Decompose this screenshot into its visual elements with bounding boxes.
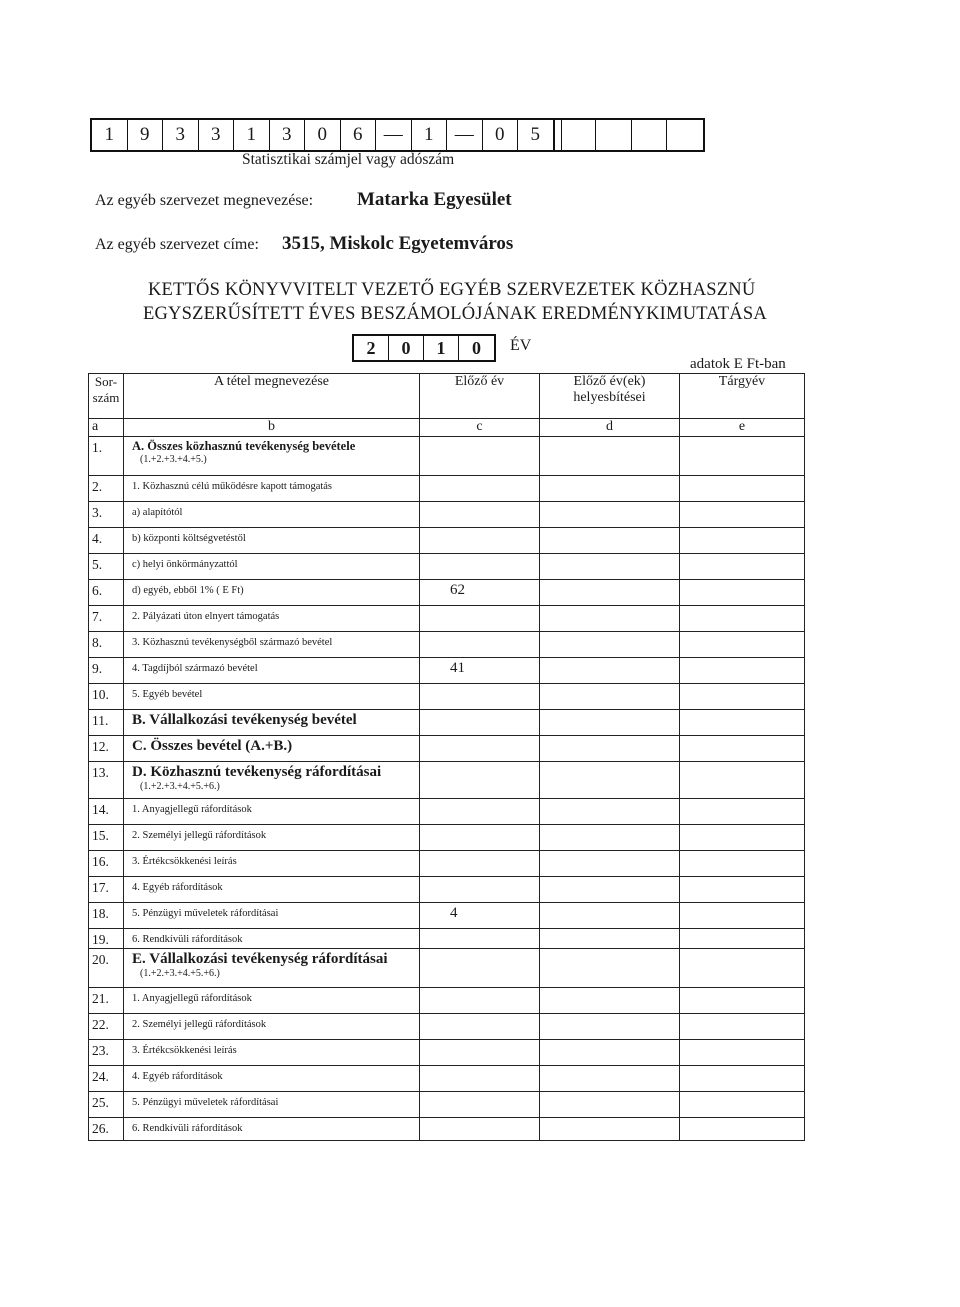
row-current-year	[680, 606, 805, 632]
row-number: 16.	[89, 851, 124, 877]
row-current-year	[680, 1040, 805, 1066]
table-row	[89, 877, 805, 903]
row-label-text: 5. Pénzügyi műveletek ráfordításai	[132, 908, 279, 919]
report-title-line1: KETTŐS KÖNYVVITELT VEZETŐ EGYÉB SZERVEZETEK KÖZHASZNÚ	[148, 280, 756, 300]
row-corrections	[540, 632, 680, 658]
row-corrections	[540, 929, 680, 949]
row-label	[124, 799, 420, 825]
row-label	[124, 1118, 420, 1141]
table-row	[89, 606, 805, 632]
row-label	[124, 658, 420, 684]
row-current-year	[680, 825, 805, 851]
tax-id-digit	[632, 120, 668, 150]
row-corrections	[540, 476, 680, 502]
row-prev-year	[420, 476, 540, 502]
table-row	[89, 1040, 805, 1066]
org-name-label: Az egyéb szervezet megnevezése:	[95, 192, 314, 209]
row-prev-year	[420, 710, 540, 736]
row-prev-year	[420, 736, 540, 762]
row-corrections	[540, 1092, 680, 1118]
row-number: 25.	[89, 1092, 124, 1118]
row-corrections	[540, 1066, 680, 1092]
row-label-text: 4. Tagdíjból származó bevétel	[132, 663, 258, 674]
row-label	[124, 1066, 420, 1092]
table-row	[89, 658, 805, 684]
row-label-text: d) egyéb, ebből 1% ( E Ft)	[132, 585, 244, 596]
table-row	[89, 437, 805, 476]
row-label	[124, 851, 420, 877]
row-label-formula: (1.+2.+3.+4.+5.+6.)	[140, 968, 220, 979]
row-current-year	[680, 580, 805, 606]
row-corrections	[540, 877, 680, 903]
row-label	[124, 877, 420, 903]
table-row	[89, 929, 805, 949]
table-letter-row	[89, 419, 805, 437]
tax-id-digit	[667, 120, 703, 150]
row-prev-year	[420, 851, 540, 877]
row-label-text: b) központi költségvetéstől	[132, 533, 246, 544]
row-number: 26.	[89, 1118, 124, 1141]
units-note: adatok E Ft-ban	[690, 356, 786, 372]
row-label-text: 4. Egyéb ráfordítások	[132, 882, 223, 893]
tax-id-digit: 3	[270, 120, 306, 150]
table-row	[89, 736, 805, 762]
table-row	[89, 799, 805, 825]
row-label	[124, 1014, 420, 1040]
row-prev-year	[420, 1040, 540, 1066]
row-label	[124, 949, 420, 988]
header-corr: Előző év(ek) helyesbítései	[540, 374, 680, 419]
row-prev-year	[420, 949, 540, 988]
row-label-text: 2. Pályázati úton elnyert támogatás	[132, 611, 280, 622]
row-corrections	[540, 658, 680, 684]
table-row	[89, 851, 805, 877]
letter-e: e	[680, 419, 805, 437]
table-row	[89, 903, 805, 929]
row-number: 1.	[89, 437, 124, 476]
table-row	[89, 554, 805, 580]
row-prev-year	[420, 762, 540, 799]
table-header-row	[89, 374, 805, 419]
row-number: 9.	[89, 658, 124, 684]
org-address-label: Az egyéb szervezet címe:	[95, 236, 259, 253]
table-row	[89, 949, 805, 988]
row-label	[124, 1040, 420, 1066]
header-sorszam: Sor- szám	[89, 374, 124, 419]
row-number: 22.	[89, 1014, 124, 1040]
row-prev-year	[420, 877, 540, 903]
table-row	[89, 1092, 805, 1118]
row-prev-year	[420, 1014, 540, 1040]
row-label	[124, 476, 420, 502]
table-row	[89, 1014, 805, 1040]
row-current-year	[680, 851, 805, 877]
row-number: 17.	[89, 877, 124, 903]
row-current-year	[680, 929, 805, 949]
row-label-text: D. Közhasznú tevékenység ráfordításai	[132, 764, 382, 780]
tax-id-digit: 1	[92, 120, 128, 150]
row-current-year	[680, 762, 805, 799]
row-number: 14.	[89, 799, 124, 825]
year-digit: 0	[472, 337, 481, 358]
row-label	[124, 988, 420, 1014]
table-row	[89, 988, 805, 1014]
row-current-year	[680, 437, 805, 476]
row-prev-year	[420, 502, 540, 528]
table-row	[89, 1118, 805, 1141]
row-current-year	[680, 949, 805, 988]
row-prev-year	[420, 1066, 540, 1092]
row-prev-year	[420, 632, 540, 658]
row-prev-year	[420, 799, 540, 825]
table-row	[89, 684, 805, 710]
row-number: 6.	[89, 580, 124, 606]
tax-id-boxes	[90, 118, 705, 152]
row-corrections	[540, 762, 680, 799]
letter-a: a	[89, 419, 124, 437]
row-number: 13.	[89, 762, 124, 799]
tax-id-digit: 0	[305, 120, 341, 150]
letter-c: c	[420, 419, 540, 437]
row-prev-year	[420, 437, 540, 476]
row-corrections	[540, 528, 680, 554]
row-number: 4.	[89, 528, 124, 554]
row-corrections	[540, 684, 680, 710]
table-row	[89, 1066, 805, 1092]
tax-id-digit: 1	[412, 120, 448, 150]
row-corrections	[540, 851, 680, 877]
row-corrections	[540, 1014, 680, 1040]
row-number: 5.	[89, 554, 124, 580]
row-label-text: 2. Személyi jellegű ráfordítások	[132, 830, 267, 841]
row-number: 10.	[89, 684, 124, 710]
row-prev-year	[420, 1118, 540, 1141]
row-number: 12.	[89, 736, 124, 762]
year-digit: 0	[389, 336, 424, 360]
row-current-year	[680, 632, 805, 658]
row-label-text: 6. Rendkívüli ráfordítások	[132, 1123, 243, 1134]
row-label-formula: (1.+2.+3.+4.+5.+6.)	[140, 781, 220, 792]
row-label-text: E. Vállalkozási tevékenység ráfordításai	[132, 951, 388, 967]
tax-id-digit: 1	[234, 120, 270, 150]
year-boxes	[352, 334, 496, 362]
header-curr: Tárgyév	[680, 374, 805, 419]
row-corrections	[540, 437, 680, 476]
tax-id-digit: 9	[128, 120, 164, 150]
table-row	[89, 710, 805, 736]
row-current-year	[680, 736, 805, 762]
letter-b: b	[124, 419, 420, 437]
row-prev-year	[420, 988, 540, 1014]
tax-id-digit: 6	[341, 120, 377, 150]
row-corrections	[540, 1118, 680, 1141]
table-row	[89, 762, 805, 799]
row-number: 2.	[89, 476, 124, 502]
year-suffix: ÉV	[510, 337, 532, 354]
row-current-year	[680, 988, 805, 1014]
row-label	[124, 502, 420, 528]
header-prev: Előző év	[420, 374, 540, 419]
row-current-year	[680, 799, 805, 825]
row-label	[124, 437, 420, 476]
row-number: 3.	[89, 502, 124, 528]
org-name-value: Matarka Egyesület	[357, 189, 512, 210]
row-prev-year: 41	[420, 658, 540, 684]
row-label-text: 1. Anyagjellegű ráfordítások	[132, 804, 252, 815]
row-prev-year	[420, 554, 540, 580]
row-corrections	[540, 502, 680, 528]
tax-id-gap	[554, 120, 561, 150]
row-label-text: a) alapítótól	[132, 507, 183, 518]
row-number: 24.	[89, 1066, 124, 1092]
row-number: 8.	[89, 632, 124, 658]
row-current-year	[680, 903, 805, 929]
table-row	[89, 502, 805, 528]
row-label-text: 3. Közhasznú tevékenységből származó bevétel	[132, 637, 333, 648]
row-label-text: C. Összes bevétel (A.+B.)	[132, 738, 293, 754]
row-number: 15.	[89, 825, 124, 851]
row-label	[124, 632, 420, 658]
row-corrections	[540, 580, 680, 606]
row-current-year	[680, 502, 805, 528]
table-row	[89, 528, 805, 554]
row-number: 7.	[89, 606, 124, 632]
row-current-year	[680, 1118, 805, 1141]
row-label	[124, 710, 420, 736]
row-current-year	[680, 658, 805, 684]
row-label	[124, 929, 420, 949]
row-label-text: 5. Egyéb bevétel	[132, 689, 203, 700]
row-corrections	[540, 988, 680, 1014]
tax-id-digit: —	[447, 120, 483, 150]
tax-id-digit: —	[376, 120, 412, 150]
row-number: 19.	[89, 929, 124, 949]
table-row	[89, 476, 805, 502]
year-digit: 2	[354, 336, 389, 360]
row-label-text: c) helyi önkörmányzattól	[132, 559, 238, 570]
row-current-year	[680, 1066, 805, 1092]
row-corrections	[540, 799, 680, 825]
row-label-text: 4. Egyéb ráfordítások	[132, 1071, 223, 1082]
row-current-year	[680, 1014, 805, 1040]
row-label	[124, 606, 420, 632]
org-address-value: 3515, Miskolc Egyetemváros	[282, 233, 514, 254]
report-title-line2: EGYSZERŰSÍTETT ÉVES BESZÁMOLÓJÁNAK EREDMÉNYKIMUTATÁSA	[143, 304, 767, 324]
row-corrections	[540, 825, 680, 851]
row-current-year	[680, 528, 805, 554]
tax-id-digit	[596, 120, 632, 150]
row-corrections	[540, 736, 680, 762]
row-label	[124, 736, 420, 762]
row-number: 21.	[89, 988, 124, 1014]
row-prev-year	[420, 825, 540, 851]
row-corrections	[540, 949, 680, 988]
tax-id-digit: 5	[518, 120, 554, 150]
row-label-text: 2. Személyi jellegű ráfordítások	[132, 1019, 267, 1030]
row-prev-year	[420, 929, 540, 949]
row-prev-year	[420, 1092, 540, 1118]
letter-d: d	[540, 419, 680, 437]
row-current-year	[680, 877, 805, 903]
row-current-year	[680, 710, 805, 736]
tax-id-digit	[561, 120, 597, 150]
row-label-text: 5. Pénzügyi műveletek ráfordításai	[132, 1097, 279, 1108]
row-prev-year	[420, 606, 540, 632]
row-prev-year: 62	[420, 580, 540, 606]
row-label	[124, 762, 420, 799]
year-digit: 1	[424, 336, 459, 360]
row-number: 18.	[89, 903, 124, 929]
tax-id-digit: 3	[163, 120, 199, 150]
income-statement-table	[88, 373, 805, 1141]
row-prev-year	[420, 528, 540, 554]
header-name: A tétel megnevezése	[124, 374, 420, 419]
row-number: 23.	[89, 1040, 124, 1066]
row-number: 20.	[89, 949, 124, 988]
row-label	[124, 684, 420, 710]
row-corrections	[540, 710, 680, 736]
row-prev-year	[420, 684, 540, 710]
row-label-text: 1. Közhasznú célú működésre kapott támogatás	[132, 481, 333, 492]
row-label	[124, 903, 420, 929]
row-label-text: 1. Anyagjellegű ráfordítások	[132, 993, 252, 1004]
row-current-year	[680, 476, 805, 502]
row-number: 11.	[89, 710, 124, 736]
row-label	[124, 554, 420, 580]
row-corrections	[540, 554, 680, 580]
tax-id-digit: 3	[199, 120, 235, 150]
table-row	[89, 825, 805, 851]
row-current-year	[680, 684, 805, 710]
row-label-text: A. Összes közhasznú tevékenység bevétele	[132, 439, 356, 453]
row-label	[124, 825, 420, 851]
row-current-year	[680, 554, 805, 580]
row-label-formula: (1.+2.+3.+4.+5.)	[140, 454, 207, 465]
row-label-text: 3. Értékcsökkenési leírás	[132, 856, 237, 867]
row-label-text: 6. Rendkívüli ráfordítások	[132, 934, 243, 945]
row-label	[124, 580, 420, 606]
tax-id-caption: Statisztikai számjel vagy adószám	[242, 151, 455, 168]
row-label-text: 3. Értékcsökkenési leírás	[132, 1045, 237, 1056]
row-corrections	[540, 606, 680, 632]
table-row	[89, 632, 805, 658]
tax-id-digit: 0	[483, 120, 519, 150]
row-corrections	[540, 1040, 680, 1066]
row-corrections	[540, 903, 680, 929]
row-current-year	[680, 1092, 805, 1118]
table-row	[89, 580, 805, 606]
row-label-text: B. Vállalkozási tevékenység bevétel	[132, 712, 357, 728]
row-label	[124, 1092, 420, 1118]
row-label	[124, 528, 420, 554]
row-prev-year: 4	[420, 903, 540, 929]
